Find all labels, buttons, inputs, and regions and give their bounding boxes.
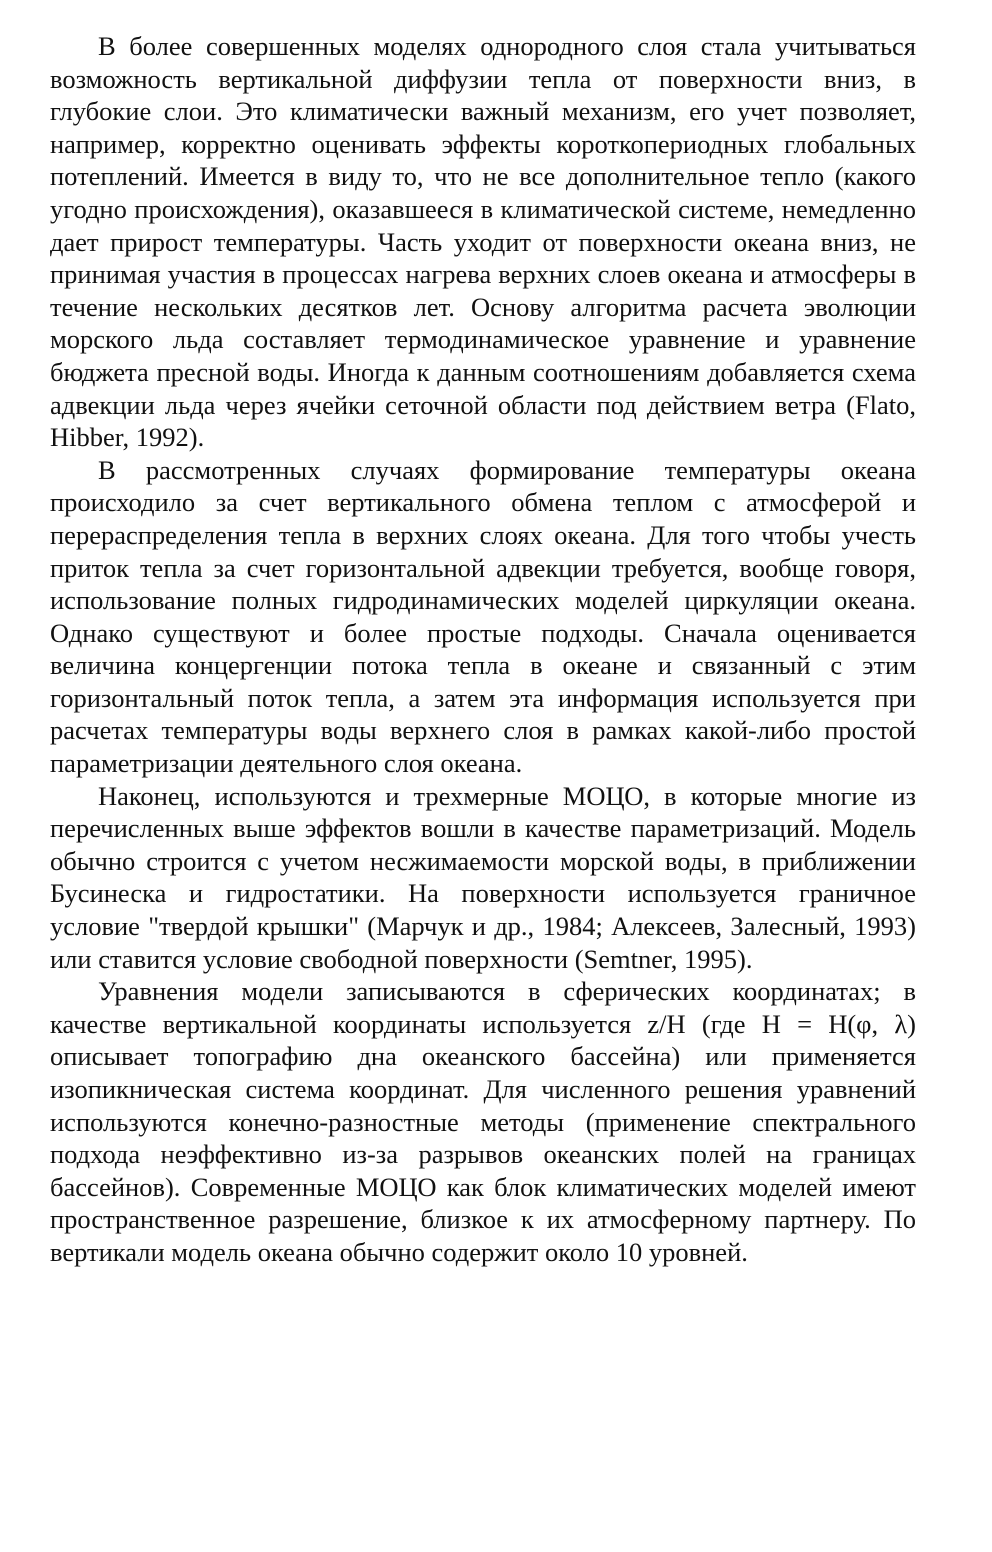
- paragraph-2: В рассмотренных случаях формирование температуры океана происходило за счет вертикального обмена теплом с атмосферой и перераспределения тепла в верхних слоях океана. Для того чтобы учесть приток тепла за счет горизонтальной адвекции требуется, вообще говоря, использование полных гидродинамических моделей циркуляции океана. Однако существуют и более простые подходы. Сначала оценивается величина концергенции потока тепла в океане и связанный с этим горизонтальный поток тепла, а затем эта информация используется при расчетах температуры воды верхнего слоя в рамках какой-либо простой параметризации деятельного слоя океана.: [50, 454, 916, 779]
- page-text: [50, 30, 916, 1269]
- paragraph-3: Наконец, используются и трехмерные МОЦО, в которые многие из перечисленных выше эффектов вошли в качестве параметризаций. Модель обычно строится с учетом несжимаемости морской воды, в приближении Бусинеска и гидростатики. На поверхности используется граничное условие "твердой крышки" (Марчук и др., 1984; Алексеев, Залесный, 1993) или ставится условие свободной поверхности (Semtner, 1995).: [50, 780, 916, 974]
- paragraph-1: В более совершенных моделях однородного слоя стала учитываться возможность вертикальной диффузии тепла от поверхности вниз, в глубокие слои. Это климатически важный механизм, его учет позволяет, например, корректно оценивать эффекты короткопериодных глобальных потеплений. Имеется в виду то, что не все дополнительное тепло (какого угодно происхождения), оказавшееся в климатической системе, немедленно дает прирост температуры. Часть уходит от поверхности океана вниз, не принимая участия в процессах нагрева верхних слоев океана и атмосферы в течение нескольких десятков лет. Основу алгоритма расчета эволюции морского льда составляет термодинамическое уравнение и уравнение бюджета пресной воды. Иногда к данным соотношениям добавляется схема адвекции льда через ячейки сеточной области под действием ветра (Flato, Hibber, 1992).: [50, 31, 916, 453]
- paragraph-4: Уравнения модели записываются в сферических координатах; в качестве вертикальной координаты используется z/H (где H = H(φ, λ) описывает топографию дна океанского бассейна) или применяется изопикническая система координат. Для численного решения уравнений используются конечно-разностные методы (применение спектрального подхода неэффективно из-за разрывов океанских полей на границах бассейнов). Современные МОЦО как блок климатических моделей имеют пространственное разрешение, близкое к их атмосферному партнеру. По вертикали модель океана обычно содержит около 10 уровней.: [50, 976, 916, 1267]
